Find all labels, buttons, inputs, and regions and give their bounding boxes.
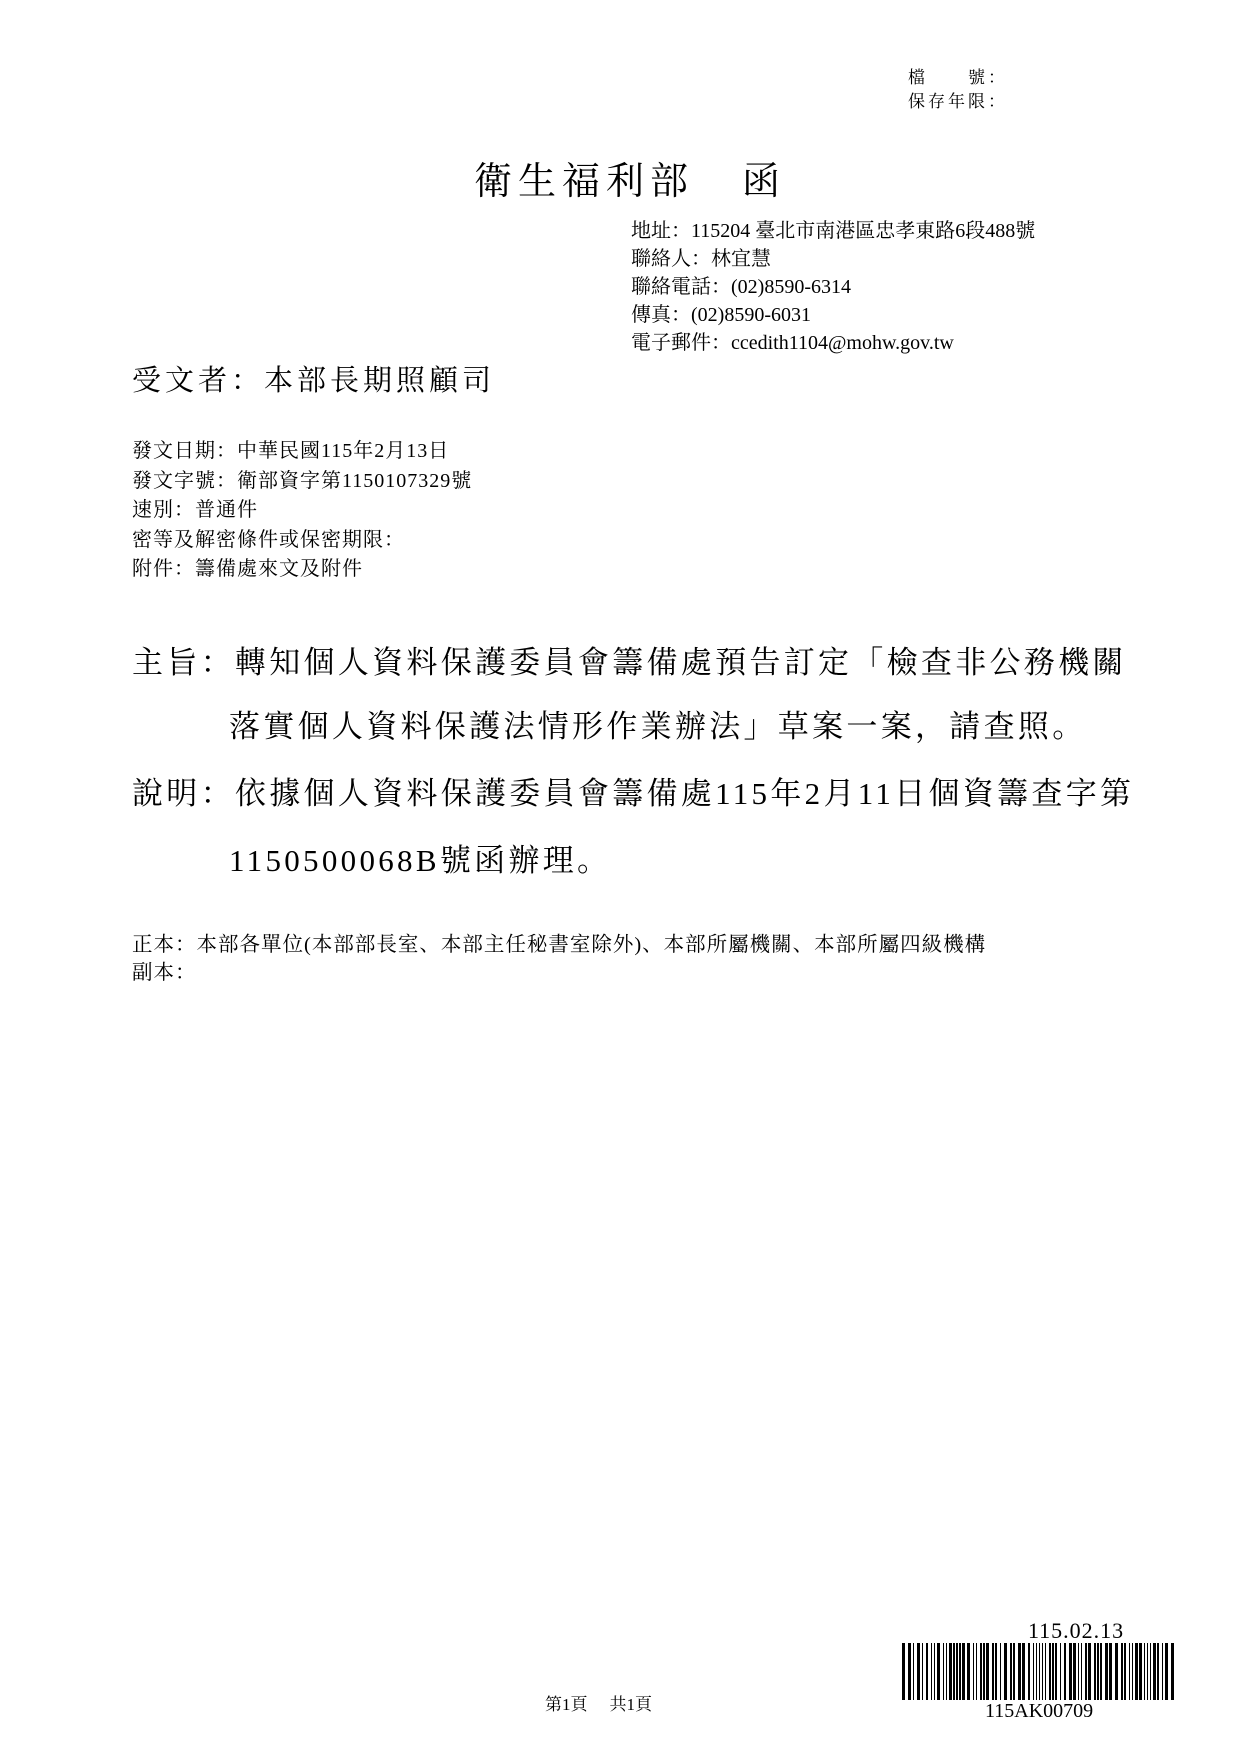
contact-person: 聯絡人：林宜慧	[631, 248, 771, 270]
agency-name: 衛生福利部	[474, 161, 695, 203]
original-recipients: 正本：本部各單位(本部部長室、本部主任秘書室除外)、本部所屬機關、本部所屬四級機構	[132, 934, 987, 956]
email: 電子郵件：ccedith1104@mohw.gov.tw	[631, 332, 954, 354]
barcode	[902, 1643, 1178, 1700]
document-meta	[132, 437, 472, 585]
page-footer	[545, 1690, 652, 1715]
distribution	[132, 931, 986, 987]
barcode-date: 115.02.13	[1028, 1618, 1125, 1643]
fax: 傳真：(02)8590-6031	[631, 304, 811, 326]
address: 地址：115204 臺北市南港區忠孝東路6段488號	[631, 220, 1036, 242]
copy-recipients: 副本：	[132, 962, 197, 984]
file-meta	[908, 66, 1008, 114]
subject-line-2: 落實個人資料保護法情形作業辦法」草案一案，請查照。	[229, 709, 1087, 744]
file-number-label: 檔 號：	[908, 68, 1008, 87]
attachments: 附件：籌備處來文及附件	[132, 558, 363, 580]
barcode-bar	[1174, 1643, 1176, 1700]
explanation-line-1: 說明：依據個人資料保護委員會籌備處115年2月11日個資籌查字第	[132, 776, 1135, 811]
phone: 聯絡電話：(02)8590-6314	[631, 276, 851, 298]
document-type: 函	[742, 161, 787, 203]
speed: 速別：普通件	[132, 499, 258, 521]
page-total: 共1頁	[609, 1695, 652, 1714]
page-number: 第1頁	[545, 1695, 588, 1714]
contact-block	[631, 217, 1035, 357]
document-number: 發文字號：衛部資字第1150107329號	[132, 469, 473, 492]
issue-date: 發文日期：中華民國115年2月13日	[132, 440, 450, 462]
subject-line-1: 主旨：轉知個人資料保護委員會籌備處預告訂定「檢查非公務機關	[132, 645, 1127, 680]
document-title	[474, 150, 786, 205]
classification: 密等及解密條件或保密期限：	[132, 528, 405, 551]
recipient: 受文者：本部長期照顧司	[132, 365, 496, 397]
barcode-code: 115AK00709	[985, 1700, 1094, 1722]
explanation-line-2: 1150500068B號函辦理。	[229, 843, 612, 878]
retention-period-label: 保存年限：	[908, 92, 1008, 111]
